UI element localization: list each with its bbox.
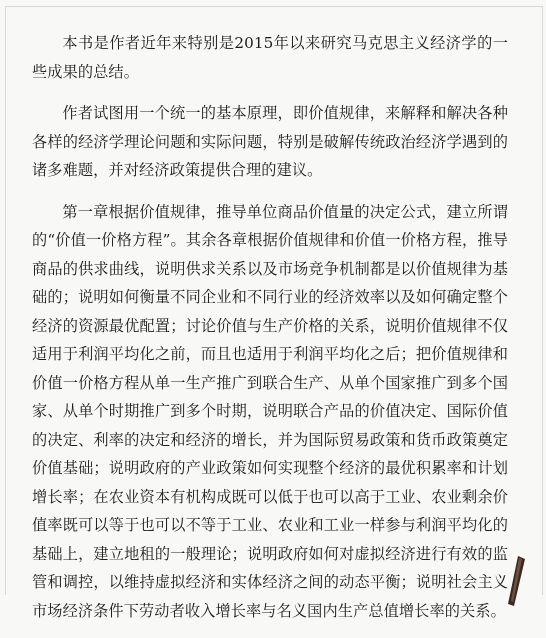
document-body [32,29,508,638]
paragraph-purpose: 作者试图用一个统一的基本原理，即价值规律，来解释和解决各种各样的经济学理论问题和实际问题，特别是破解传统政治经济学遇到的诸多难题，并对经济政策提供合理的建议。 [32,104,508,179]
paragraph-intro: 本书是作者近年来特别是2015年以来研究马克思主义经济学的一些成果的总结。 [32,34,508,81]
paragraph-chapter-summary: 第一章根据价值规律，推导单位商品价值量的决定公式，建立所谓的“价值一价格方程”。其余各章根据价值规律和价值一价格方程，推导商品的供求曲线，说明供求关系以及市场竞争机制都是以价值规律为基础的；说明如何衡量不同企业和不同行业的经济效率以及如何确定整个经济的资源最优配置；讨论价值与生产价格的关系，说明价值规律不仅适用于利润平均化之前，而且也适用于利润平均化之后；把价值规律和价值一价格方程从单一生产推广到联合生产、从单个国家推广到多个国家、从单个时期推广到多个时期，说明联合产品的价值决定、国际价值的决定、利率的决定和经济的增长，并为国际贸易政策和货币政策奠定价值基础；说明政府的产业政策如何实现整个经济的最优积累率和计划增长率；在农业资本有机构成既可以低于也可以高于工业、农业剩余价值率既可以等于也可以不等于工业、农业和工业一样参与利润平均化的基础上，建立地租的一般理论；说明政府如何对虚拟经济进行有效的监管和调控，以维持虚拟经济和实体经济之间的动态平衡；说明社会主义市场经济条件下劳动者收入增长率与名义国内生产总值增长率的关系。 [32,202,508,620]
pen-tip-image [504,556,526,606]
